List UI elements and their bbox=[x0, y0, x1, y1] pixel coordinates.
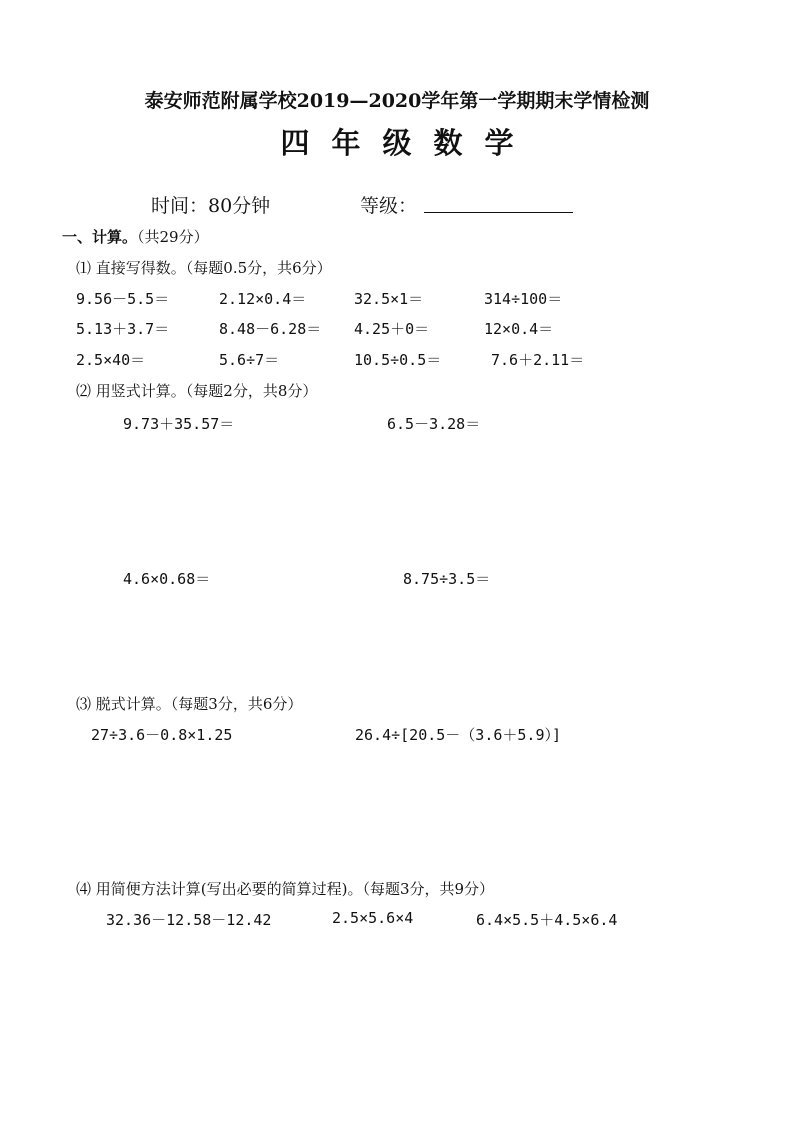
problem-1-3: 32.5×1＝ bbox=[354, 290, 424, 308]
problem-1-12: 7.6＋2.11＝ bbox=[491, 351, 585, 369]
time-label: 时间：80分钟 bbox=[151, 195, 271, 217]
simplify-problem-1: 32.36－12.58－12.42 bbox=[106, 911, 272, 929]
stepwise-problem-2: 26.4÷[20.5－（3.6＋5.9）] bbox=[355, 726, 562, 744]
part-1-label: ⑴ 直接写得数。（每题0.5分，共6分） bbox=[76, 259, 332, 277]
grade-label: 等级： bbox=[360, 195, 418, 217]
grade-blank-line[interactable] bbox=[424, 212, 573, 213]
problem-1-10: 5.6÷7＝ bbox=[219, 351, 280, 369]
part-3-label: ⑶ 脱式计算。（每题3分，共6分） bbox=[76, 695, 303, 713]
simplify-problem-2: 2.5×5.6×4 bbox=[332, 909, 414, 927]
part-4-label: ⑷ 用简便方法计算(写出必要的简算过程)。（每题3分，共9分） bbox=[76, 880, 495, 898]
problem-1-6: 8.48－6.28＝ bbox=[219, 320, 322, 338]
problem-1-4: 314÷100＝ bbox=[484, 290, 563, 308]
problem-1-1: 9.56－5.5＝ bbox=[76, 290, 170, 308]
part-2-label: ⑵ 用竖式计算。（每题2分，共8分） bbox=[76, 382, 318, 400]
school-title: 泰安师范附属学校2019—2020学年第一学期期末学情检测 bbox=[144, 90, 650, 112]
vertical-problem-1: 9.73＋35.57＝ bbox=[123, 415, 235, 433]
section-1-score: （共29分） bbox=[137, 228, 209, 246]
problem-1-7: 4.25＋0＝ bbox=[354, 320, 430, 338]
problem-1-9: 2.5×40＝ bbox=[76, 351, 146, 369]
simplify-problem-3: 6.4×5.5＋4.5×6.4 bbox=[476, 911, 618, 929]
problem-1-8: 12×0.4＝ bbox=[484, 320, 554, 338]
stepwise-problem-1: 27÷3.6－0.8×1.25 bbox=[91, 726, 233, 744]
vertical-problem-3: 4.6×0.68＝ bbox=[123, 570, 211, 588]
problem-1-2: 2.12×0.4＝ bbox=[219, 290, 307, 308]
subject-title: 四年级数学 bbox=[280, 126, 536, 160]
section-1-title-text: 一、计算。 bbox=[62, 228, 138, 246]
vertical-problem-4: 8.75÷3.5＝ bbox=[403, 570, 491, 588]
vertical-problem-2: 6.5－3.28＝ bbox=[387, 415, 481, 433]
problem-1-11: 10.5÷0.5＝ bbox=[354, 351, 442, 369]
problem-1-5: 5.13＋3.7＝ bbox=[76, 320, 170, 338]
section-1-title bbox=[62, 226, 209, 247]
